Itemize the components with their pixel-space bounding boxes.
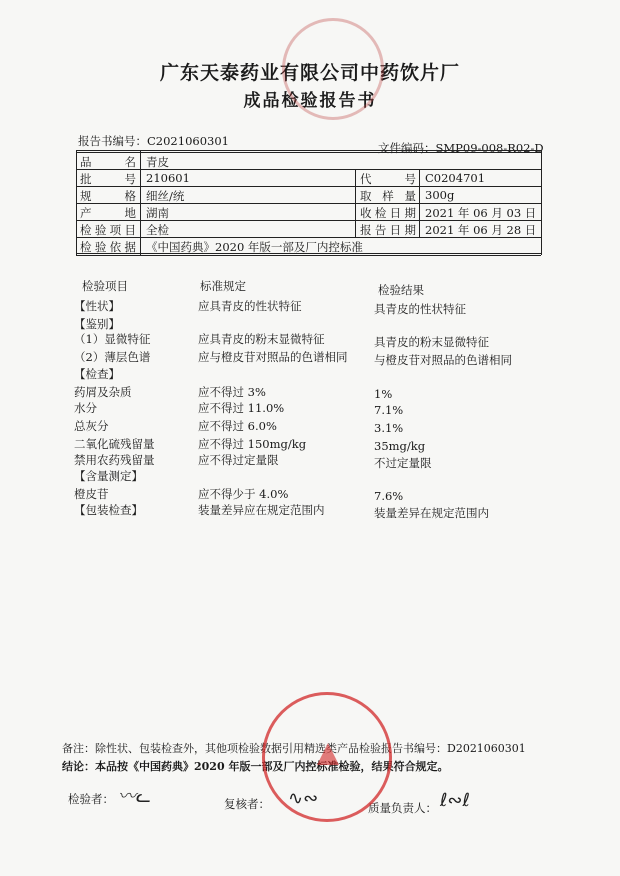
result-item: 橙皮苷 (74, 487, 109, 501)
seal-star-icon (317, 743, 339, 765)
result-item: 【检查】 (74, 367, 120, 381)
reviewer-signature: ∿∾ (288, 788, 319, 809)
result-value: 1% (374, 387, 393, 401)
spec-label: 规 格 (80, 189, 136, 203)
result-value: 装量差异在规定范围内 (374, 506, 489, 520)
origin-label: 产 地 (80, 206, 136, 220)
item-value: 全检 (146, 223, 169, 237)
report-date-label: 报告日期 (360, 223, 416, 237)
report-number-label: 报告书编号： (78, 134, 147, 148)
reviewer-label: 复核者： (224, 797, 270, 811)
result-item: 【含量测定】 (74, 469, 143, 483)
inspector-signature: 〰ᓚ (118, 786, 152, 807)
faint-seal-stamp (282, 18, 384, 120)
result-standard: 应不得过 6.0% (198, 419, 277, 433)
result-value: 与橙皮苷对照品的色谱相同 (374, 353, 512, 367)
result-standard: 应具青皮的性状特征 (198, 299, 302, 313)
result-item: （1）显微特征 (74, 332, 151, 346)
conclusion-text: 结论：本品按《中国药典》2020 年版一部及厂内控标准检验，结果符合规定。 (62, 760, 449, 773)
result-item: 水分 (74, 401, 97, 415)
result-standard: 应不得少于 4.0% (198, 487, 289, 501)
batch-label: 批 号 (80, 172, 136, 186)
receive-date-value: 2021 年 06 月 03 日 (425, 206, 537, 220)
result-item: 【性状】 (74, 299, 120, 313)
company-title: 广东天泰药业有限公司中药饮片厂 (159, 62, 460, 84)
file-code (378, 140, 544, 156)
note-text: 备注：除性状、包装检查外，其他项检验数据引用精选类产品检验报告书编号：D2021060301 (62, 742, 526, 755)
report-date-value: 2021 年 06 月 28 日 (425, 223, 537, 237)
col-header-item: 检验项目 (82, 279, 128, 293)
col-header-result: 检验结果 (378, 283, 424, 297)
basis-label: 检验依据 (80, 240, 136, 254)
result-value: 具青皮的粉末显微特征 (374, 335, 489, 349)
col-header-standard: 标准规定 (200, 279, 246, 293)
qa-label: 质量负责人： (368, 801, 437, 815)
receive-date-label: 收检日期 (360, 206, 416, 220)
item-label: 检验项目 (80, 223, 136, 237)
result-item: 【鉴别】 (74, 317, 120, 331)
result-value: 不过定量限 (374, 456, 432, 470)
result-standard: 应不得过 11.0% (198, 401, 285, 415)
result-item: （2）薄层色谱 (74, 350, 151, 364)
result-standard: 应不得过 3% (198, 385, 266, 399)
result-value: 3.1% (374, 421, 404, 435)
report-number-value: C2021060301 (147, 134, 229, 148)
file-code-label: 文件编码： (378, 141, 436, 155)
result-value: 具青皮的性状特征 (374, 302, 466, 316)
origin-value: 湖南 (146, 206, 169, 220)
result-item: 禁用农药残留量 (74, 453, 155, 467)
sample-label: 取 样 量 (360, 189, 416, 203)
spec-value: 细丝/统 (146, 189, 185, 203)
code-value: C0204701 (425, 171, 486, 185)
result-item: 【包装检查】 (74, 503, 143, 517)
result-standard: 应不得过定量限 (198, 453, 279, 467)
code-label: 代 号 (360, 172, 416, 186)
result-value: 35mg/kg (374, 439, 426, 453)
batch-value: 210601 (146, 171, 190, 185)
product-value: 青皮 (146, 155, 169, 169)
report-number (78, 133, 229, 149)
qa-signature: ℓ∾ℓ (440, 790, 470, 811)
product-label: 品 名 (80, 155, 136, 169)
sample-value: 300g (425, 188, 455, 202)
result-standard: 装量差异应在规定范围内 (198, 503, 325, 517)
result-item: 总灰分 (74, 419, 109, 433)
result-item: 药屑及杂质 (74, 385, 132, 399)
result-item: 二氧化硫残留量 (74, 437, 155, 451)
report-title: 成品检验报告书 (243, 91, 377, 111)
file-code-value: SMP09-008-R02-D (435, 141, 544, 155)
result-value: 7.6% (374, 489, 404, 503)
result-standard: 应与橙皮苷对照品的色谱相同 (198, 350, 348, 364)
result-standard: 应不得过 150mg/kg (198, 437, 307, 451)
result-standard: 应具青皮的粉末显微特征 (198, 332, 325, 346)
company-seal-stamp (262, 692, 392, 822)
inspector-label: 检验者： (68, 792, 114, 806)
result-value: 7.1% (374, 403, 404, 417)
basis-value: 《中国药典》2020 年版一部及厂内控标准 (146, 240, 363, 254)
